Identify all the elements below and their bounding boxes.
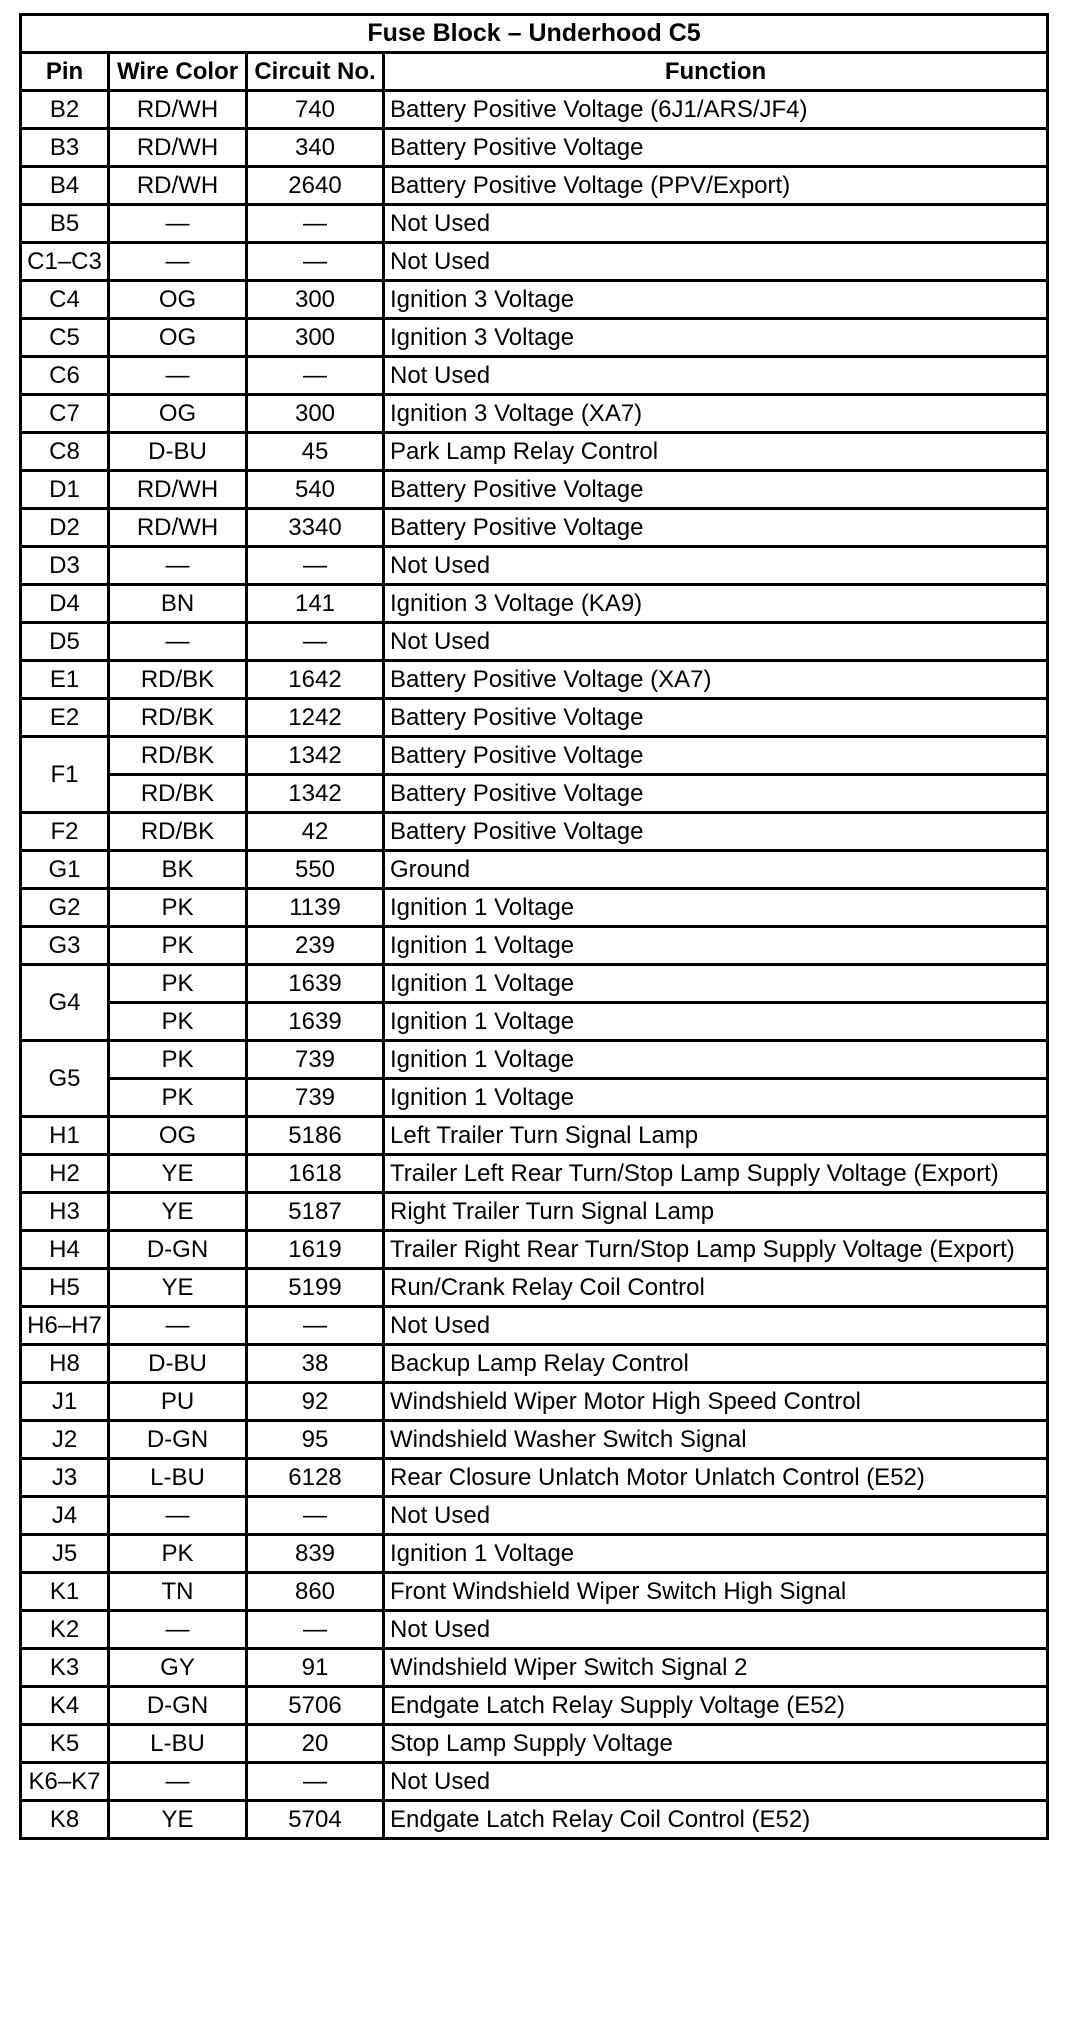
wire-color-cell: D-GN <box>109 1231 247 1269</box>
circuit-number-cell: 1639 <box>247 1003 384 1041</box>
pin-cell: B2 <box>21 91 109 129</box>
pin-cell: F2 <box>21 813 109 851</box>
circuit-number-cell: 6128 <box>247 1459 384 1497</box>
pin-cell: G3 <box>21 927 109 965</box>
table-row <box>21 1041 1048 1079</box>
table-row <box>21 623 1048 661</box>
wire-color-cell: D-BU <box>109 433 247 471</box>
circuit-number-cell: — <box>247 1497 384 1535</box>
function-cell: Ignition 1 Voltage <box>384 1535 1048 1573</box>
function-cell: Battery Positive Voltage <box>384 471 1048 509</box>
pin-cell: D3 <box>21 547 109 585</box>
function-cell: Ignition 3 Voltage (KA9) <box>384 585 1048 623</box>
table-row <box>21 129 1048 167</box>
wire-color-cell: — <box>109 357 247 395</box>
function-cell: Battery Positive Voltage <box>384 509 1048 547</box>
wire-color-cell: RD/WH <box>109 471 247 509</box>
wire-color-cell: OG <box>109 395 247 433</box>
wire-color-cell: PK <box>109 1041 247 1079</box>
table-row <box>21 737 1048 775</box>
table-row <box>21 1155 1048 1193</box>
header-pin: Pin <box>21 53 109 91</box>
pin-cell: E1 <box>21 661 109 699</box>
pin-cell: H5 <box>21 1269 109 1307</box>
table-row <box>21 1345 1048 1383</box>
table-row <box>21 1079 1048 1117</box>
header-function: Function <box>384 53 1048 91</box>
circuit-number-cell: 300 <box>247 319 384 357</box>
circuit-number-cell: 141 <box>247 585 384 623</box>
title-row <box>21 15 1048 53</box>
circuit-number-cell: 739 <box>247 1079 384 1117</box>
table-row <box>21 1687 1048 1725</box>
function-cell: Not Used <box>384 357 1048 395</box>
pin-cell: K8 <box>21 1801 109 1839</box>
table-row <box>21 1383 1048 1421</box>
wire-color-cell: OG <box>109 1117 247 1155</box>
pin-cell: C4 <box>21 281 109 319</box>
pin-cell: J5 <box>21 1535 109 1573</box>
table-row <box>21 509 1048 547</box>
function-cell: Windshield Wiper Motor High Speed Control <box>384 1383 1048 1421</box>
circuit-number-cell: 239 <box>247 927 384 965</box>
pin-cell: G5 <box>21 1041 109 1117</box>
circuit-number-cell: 1619 <box>247 1231 384 1269</box>
pin-cell: C6 <box>21 357 109 395</box>
table-row <box>21 1649 1048 1687</box>
wire-color-cell: L-BU <box>109 1725 247 1763</box>
function-cell: Not Used <box>384 1763 1048 1801</box>
function-cell: Ignition 3 Voltage <box>384 281 1048 319</box>
header-row <box>21 53 1048 91</box>
table-row <box>21 1231 1048 1269</box>
function-cell: Not Used <box>384 1611 1048 1649</box>
table-row <box>21 433 1048 471</box>
pin-cell: B3 <box>21 129 109 167</box>
wire-color-cell: — <box>109 1307 247 1345</box>
wire-color-cell: — <box>109 1611 247 1649</box>
circuit-number-cell: 5199 <box>247 1269 384 1307</box>
circuit-number-cell: 300 <box>247 281 384 319</box>
function-cell: Rear Closure Unlatch Motor Unlatch Control (E52) <box>384 1459 1048 1497</box>
circuit-number-cell: 1639 <box>247 965 384 1003</box>
table-row <box>21 699 1048 737</box>
function-cell: Ignition 3 Voltage (XA7) <box>384 395 1048 433</box>
wire-color-cell: RD/BK <box>109 813 247 851</box>
function-cell: Not Used <box>384 1307 1048 1345</box>
pin-cell: C1–C3 <box>21 243 109 281</box>
function-cell: Not Used <box>384 547 1048 585</box>
table-row <box>21 965 1048 1003</box>
pin-cell: K1 <box>21 1573 109 1611</box>
function-cell: Endgate Latch Relay Coil Control (E52) <box>384 1801 1048 1839</box>
circuit-number-cell: 739 <box>247 1041 384 1079</box>
circuit-number-cell: 340 <box>247 129 384 167</box>
function-cell: Park Lamp Relay Control <box>384 433 1048 471</box>
function-cell: Trailer Left Rear Turn/Stop Lamp Supply Voltage (Export) <box>384 1155 1048 1193</box>
pin-cell: H4 <box>21 1231 109 1269</box>
function-cell: Ignition 1 Voltage <box>384 1003 1048 1041</box>
function-cell: Ignition 1 Voltage <box>384 1079 1048 1117</box>
pin-cell: D2 <box>21 509 109 547</box>
function-cell: Ground <box>384 851 1048 889</box>
circuit-number-cell: 3340 <box>247 509 384 547</box>
circuit-number-cell: 1139 <box>247 889 384 927</box>
table-row <box>21 547 1048 585</box>
circuit-number-cell: 300 <box>247 395 384 433</box>
pin-cell: B4 <box>21 167 109 205</box>
circuit-number-cell: 860 <box>247 1573 384 1611</box>
table-row <box>21 281 1048 319</box>
circuit-number-cell: 2640 <box>247 167 384 205</box>
table-row <box>21 1573 1048 1611</box>
circuit-number-cell: 20 <box>247 1725 384 1763</box>
function-cell: Battery Positive Voltage (PPV/Export) <box>384 167 1048 205</box>
table-row <box>21 1801 1048 1839</box>
wire-color-cell: PK <box>109 927 247 965</box>
function-cell: Battery Positive Voltage <box>384 699 1048 737</box>
table-row <box>21 851 1048 889</box>
function-cell: Windshield Washer Switch Signal <box>384 1421 1048 1459</box>
function-cell: Front Windshield Wiper Switch High Signal <box>384 1573 1048 1611</box>
function-cell: Endgate Latch Relay Supply Voltage (E52) <box>384 1687 1048 1725</box>
circuit-number-cell: 5706 <box>247 1687 384 1725</box>
wire-color-cell: YE <box>109 1269 247 1307</box>
pin-cell: K6–K7 <box>21 1763 109 1801</box>
pin-cell: C5 <box>21 319 109 357</box>
pin-cell: C8 <box>21 433 109 471</box>
wire-color-cell: RD/WH <box>109 509 247 547</box>
wire-color-cell: GY <box>109 1649 247 1687</box>
header-circuit-no: Circuit No. <box>247 53 384 91</box>
function-cell: Battery Positive Voltage <box>384 737 1048 775</box>
wire-color-cell: RD/BK <box>109 737 247 775</box>
circuit-number-cell: 1342 <box>247 775 384 813</box>
table-row <box>21 927 1048 965</box>
table-body <box>21 91 1048 1839</box>
table-row <box>21 1003 1048 1041</box>
table-head <box>21 15 1048 91</box>
wire-color-cell: RD/BK <box>109 661 247 699</box>
circuit-number-cell: 1342 <box>247 737 384 775</box>
table-row <box>21 1611 1048 1649</box>
function-cell: Ignition 1 Voltage <box>384 889 1048 927</box>
function-cell: Battery Positive Voltage <box>384 775 1048 813</box>
pin-cell: D4 <box>21 585 109 623</box>
wire-color-cell: PU <box>109 1383 247 1421</box>
function-cell: Ignition 1 Voltage <box>384 927 1048 965</box>
wire-color-cell: — <box>109 1497 247 1535</box>
circuit-number-cell: 1642 <box>247 661 384 699</box>
circuit-number-cell: 92 <box>247 1383 384 1421</box>
table-row <box>21 1725 1048 1763</box>
pin-cell: F1 <box>21 737 109 813</box>
circuit-number-cell: 95 <box>247 1421 384 1459</box>
function-cell: Windshield Wiper Switch Signal 2 <box>384 1649 1048 1687</box>
table-row <box>21 775 1048 813</box>
function-cell: Trailer Right Rear Turn/Stop Lamp Supply Voltage (Export) <box>384 1231 1048 1269</box>
function-cell: Backup Lamp Relay Control <box>384 1345 1048 1383</box>
circuit-number-cell: — <box>247 205 384 243</box>
table-row <box>21 1193 1048 1231</box>
wire-color-cell: PK <box>109 1535 247 1573</box>
pin-cell: J1 <box>21 1383 109 1421</box>
table-row <box>21 471 1048 509</box>
circuit-number-cell: 5704 <box>247 1801 384 1839</box>
wire-color-cell: D-BU <box>109 1345 247 1383</box>
pin-cell: B5 <box>21 205 109 243</box>
table-row <box>21 585 1048 623</box>
pin-cell: J2 <box>21 1421 109 1459</box>
circuit-number-cell: — <box>247 357 384 395</box>
table-row <box>21 91 1048 129</box>
table-row <box>21 1497 1048 1535</box>
wire-color-cell: YE <box>109 1155 247 1193</box>
pin-cell: H8 <box>21 1345 109 1383</box>
pin-cell: K3 <box>21 1649 109 1687</box>
wire-color-cell: YE <box>109 1801 247 1839</box>
pin-cell: G1 <box>21 851 109 889</box>
wire-color-cell: RD/WH <box>109 167 247 205</box>
table-row <box>21 319 1048 357</box>
function-cell: Not Used <box>384 205 1048 243</box>
pin-cell: J4 <box>21 1497 109 1535</box>
circuit-number-cell: 5186 <box>247 1117 384 1155</box>
circuit-number-cell: — <box>247 547 384 585</box>
circuit-number-cell: 740 <box>247 91 384 129</box>
pin-cell: H2 <box>21 1155 109 1193</box>
wire-color-cell: OG <box>109 281 247 319</box>
function-cell: Battery Positive Voltage (XA7) <box>384 661 1048 699</box>
function-cell: Not Used <box>384 1497 1048 1535</box>
circuit-number-cell: 42 <box>247 813 384 851</box>
header-wire-color: Wire Color <box>109 53 247 91</box>
function-cell: Stop Lamp Supply Voltage <box>384 1725 1048 1763</box>
function-cell: Left Trailer Turn Signal Lamp <box>384 1117 1048 1155</box>
pin-cell: E2 <box>21 699 109 737</box>
wire-color-cell: RD/WH <box>109 91 247 129</box>
table-row <box>21 1763 1048 1801</box>
table-row <box>21 1269 1048 1307</box>
wire-color-cell: — <box>109 547 247 585</box>
wire-color-cell: YE <box>109 1193 247 1231</box>
circuit-number-cell: — <box>247 1763 384 1801</box>
function-cell: Ignition 1 Voltage <box>384 965 1048 1003</box>
circuit-number-cell: — <box>247 623 384 661</box>
circuit-number-cell: 5187 <box>247 1193 384 1231</box>
wire-color-cell: — <box>109 1763 247 1801</box>
function-cell: Not Used <box>384 623 1048 661</box>
circuit-number-cell: 540 <box>247 471 384 509</box>
circuit-number-cell: 839 <box>247 1535 384 1573</box>
wire-color-cell: L-BU <box>109 1459 247 1497</box>
table-row <box>21 205 1048 243</box>
function-cell: Right Trailer Turn Signal Lamp <box>384 1193 1048 1231</box>
wire-color-cell: TN <box>109 1573 247 1611</box>
table-row <box>21 661 1048 699</box>
pin-cell: H3 <box>21 1193 109 1231</box>
connector-pinout-table <box>19 13 1049 1840</box>
pin-cell: G2 <box>21 889 109 927</box>
wire-color-cell: — <box>109 243 247 281</box>
function-cell: Ignition 1 Voltage <box>384 1041 1048 1079</box>
wire-color-cell: BK <box>109 851 247 889</box>
wire-color-cell: OG <box>109 319 247 357</box>
wire-color-cell: PK <box>109 889 247 927</box>
table-row <box>21 1307 1048 1345</box>
wire-color-cell: RD/WH <box>109 129 247 167</box>
wire-color-cell: BN <box>109 585 247 623</box>
pin-cell: C7 <box>21 395 109 433</box>
wire-color-cell: D-GN <box>109 1421 247 1459</box>
circuit-number-cell: 1242 <box>247 699 384 737</box>
circuit-number-cell: — <box>247 1611 384 1649</box>
wire-color-cell: PK <box>109 965 247 1003</box>
circuit-number-cell: 1618 <box>247 1155 384 1193</box>
pin-cell: G4 <box>21 965 109 1041</box>
table-title: Fuse Block – Underhood C5 <box>21 15 1048 53</box>
function-cell: Not Used <box>384 243 1048 281</box>
table-row <box>21 1117 1048 1155</box>
table-row <box>21 1421 1048 1459</box>
wire-color-cell: PK <box>109 1079 247 1117</box>
function-cell: Battery Positive Voltage <box>384 129 1048 167</box>
function-cell: Battery Positive Voltage <box>384 813 1048 851</box>
pin-cell: K2 <box>21 1611 109 1649</box>
table-row <box>21 243 1048 281</box>
table-row <box>21 1535 1048 1573</box>
function-cell: Ignition 3 Voltage <box>384 319 1048 357</box>
pin-cell: D5 <box>21 623 109 661</box>
circuit-number-cell: 91 <box>247 1649 384 1687</box>
table-row <box>21 167 1048 205</box>
table-row <box>21 1459 1048 1497</box>
wire-color-cell: RD/BK <box>109 775 247 813</box>
circuit-number-cell: — <box>247 1307 384 1345</box>
pin-cell: K4 <box>21 1687 109 1725</box>
function-cell: Battery Positive Voltage (6J1/ARS/JF4) <box>384 91 1048 129</box>
pin-cell: J3 <box>21 1459 109 1497</box>
wire-color-cell: — <box>109 623 247 661</box>
table-row <box>21 813 1048 851</box>
pin-cell: D1 <box>21 471 109 509</box>
table-row <box>21 889 1048 927</box>
function-cell: Run/Crank Relay Coil Control <box>384 1269 1048 1307</box>
circuit-number-cell: 38 <box>247 1345 384 1383</box>
pin-cell: H1 <box>21 1117 109 1155</box>
circuit-number-cell: 45 <box>247 433 384 471</box>
circuit-number-cell: — <box>247 243 384 281</box>
wire-color-cell: — <box>109 205 247 243</box>
wire-color-cell: PK <box>109 1003 247 1041</box>
wire-color-cell: D-GN <box>109 1687 247 1725</box>
wire-color-cell: RD/BK <box>109 699 247 737</box>
pin-cell: K5 <box>21 1725 109 1763</box>
table-row <box>21 395 1048 433</box>
table-row <box>21 357 1048 395</box>
pin-cell: H6–H7 <box>21 1307 109 1345</box>
circuit-number-cell: 550 <box>247 851 384 889</box>
